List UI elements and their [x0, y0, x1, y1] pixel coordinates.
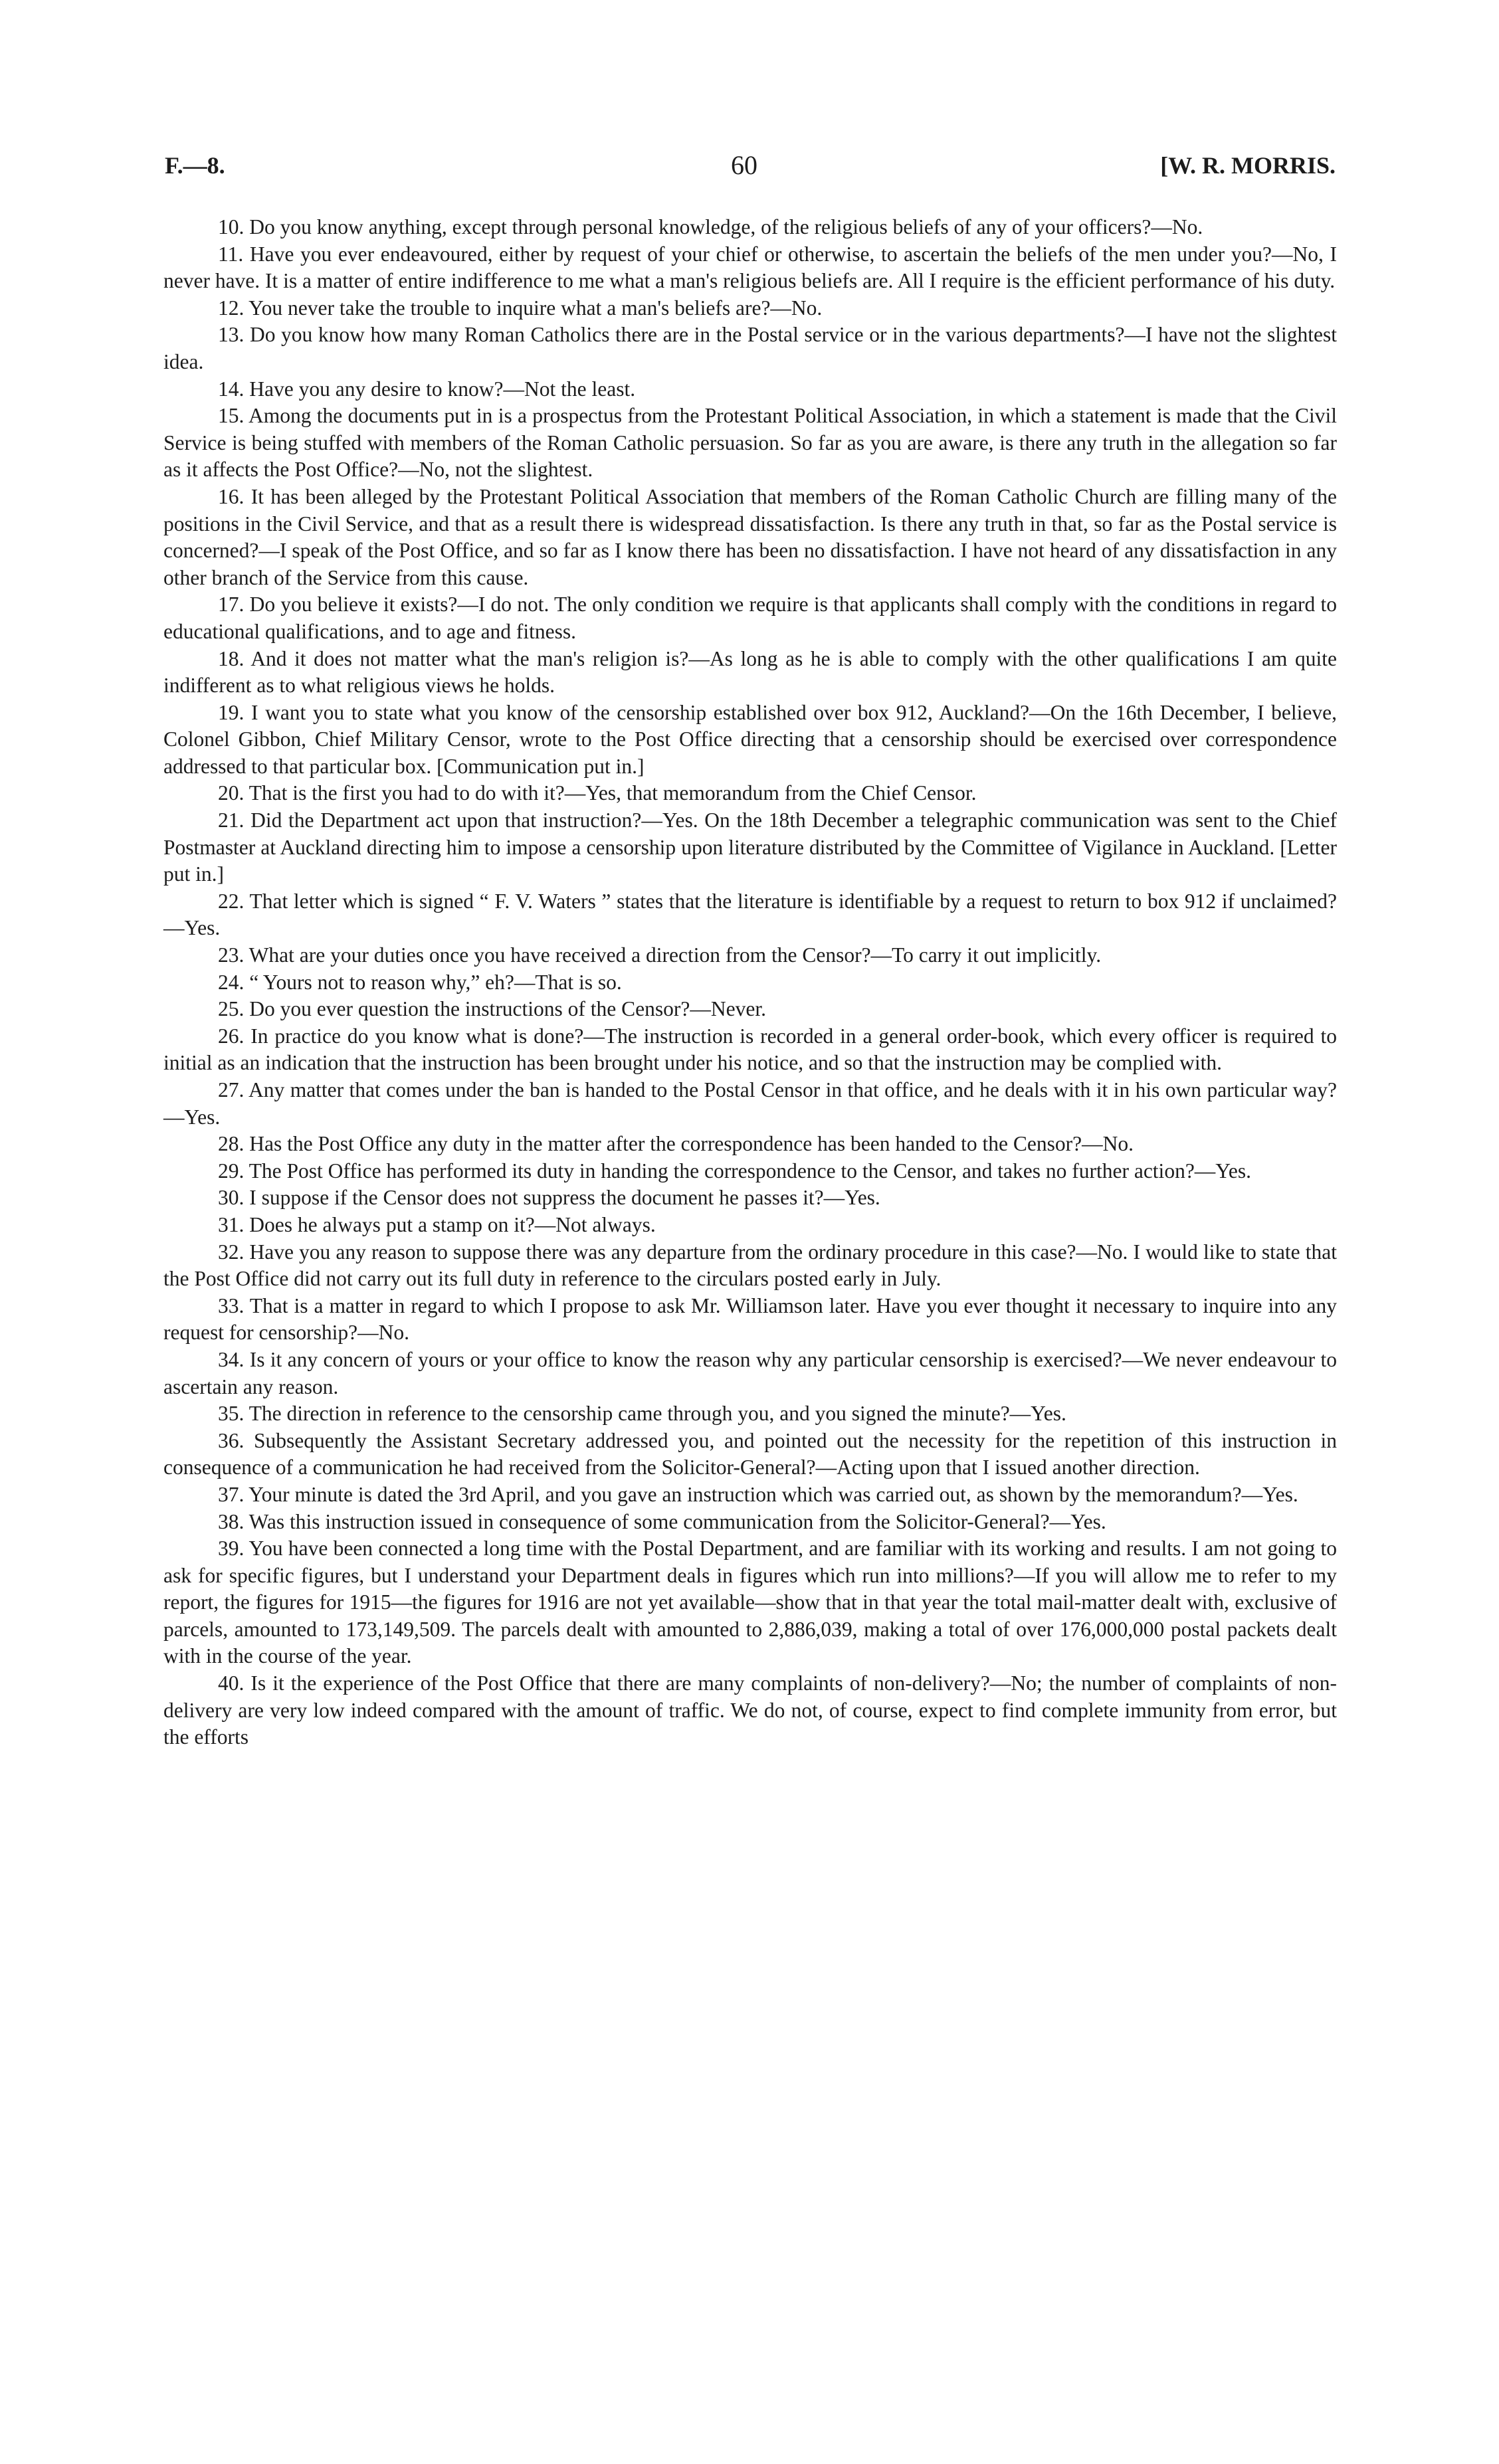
question-24: 24. “ Yours not to reason why,” eh?—That is so.	[218, 970, 622, 994]
question-39: 39. You have been connected a long time with the Postal Department, and are familiar with its working and results. I am not going to ask for specific figures, but I understand your Department deals in figures which run into millions?—If you will allow me to refer to my report, the figures for 1915—the figures for 1916 are not yet available—show that in that year the total mail-matter dealt with, exclusive of parcels, amounted to 173,149,509. The parcels dealt with amounted to 2,886,039, making a total of over 176,000,000 postal packets dealt with in the course of the year.	[163, 1537, 1337, 1668]
question-36: 36. Subsequently the Assistant Secretary addressed you, and pointed out the necessity for the repetition of this instruction in consequence of a communication he had received from the Solicitor-General?—Acting upon that I issued another direction.	[163, 1428, 1337, 1479]
question-19: 19. I want you to state what you know of the censorship established over box 912, Auckland?—On the 16th December, I believe, Colonel Gibbon, Chief Military Censor, wrote to the Post Office directing that a censorship should be exercised over correspondence addressed to that particular box. [Communication put in.]	[163, 700, 1337, 778]
question-18: 18. And it does not matter what the man's religion is?—As long as he is able to comply with the other qualifications I am quite indifferent as to what religious views he holds.	[163, 646, 1337, 698]
question-13: 13. Do you know how many Roman Catholics there are in the Postal service or in the various departments?—I have not the slightest idea.	[163, 323, 1337, 373]
question-33: 33. That is a matter in regard to which I propose to ask Mr. Williamson later. Have you ever thought it necessary to inquire into any request for censorship?—No.	[163, 1293, 1337, 1345]
question-10: 10. Do you know anything, except through personal knowledge, of the religious beliefs of any of your officers?—No.	[218, 215, 1203, 238]
question-25: 25. Do you ever question the instructions of the Censor?—Never.	[218, 997, 766, 1021]
document-reference: F.—8.	[165, 152, 225, 179]
question-22: 22. That letter which is signed “ F. V. Waters ” states that the literature is identifiable by a request to return to box 912 if unclaimed?—Yes.	[163, 889, 1337, 940]
question-28: 28. Has the Post Office any duty in the matter after the correspondence has been handed to the Censor?—No.	[218, 1132, 1134, 1156]
question-38: 38. Was this instruction issued in consequence of some communication from the Solicitor-General?—Yes.	[218, 1509, 1106, 1533]
question-31: 31. Does he always put a stamp on it?—Not always.	[218, 1212, 656, 1236]
question-14: 14. Have you any desire to know?—Not the least.	[218, 377, 636, 401]
question-12: 12. You never take the trouble to inquire what a man's beliefs are?—No.	[218, 296, 823, 320]
question-32: 32. Have you any reason to suppose there was any departure from the ordinary procedure in this case?—No. I would like to state that the Post Office did not carry out its full duty in reference to the circulars posted early in July.	[163, 1240, 1337, 1291]
question-26: 26. In practice do you know what is done?—The instruction is recorded in a general order-book, which every officer is required to initial as an indication that the instruction has been brought under his notice, and so that the instruction may be complied with.	[163, 1024, 1337, 1075]
question-17: 17. Do you believe it exists?—I do not. The only condition we require is that applicants shall comply with the conditions in regard to educational qualifications, and to age and fitness.	[163, 593, 1337, 643]
evidence-text	[163, 214, 1337, 1751]
question-11: 11. Have you ever endeavoured, either by request of your chief or otherwise, to ascertain the beliefs of the men under you?—No, I never have. It is a matter of entire indifference to me what a man's religious beliefs are. All I require is the efficient performance of his duty.	[163, 242, 1337, 293]
question-15: 15. Among the documents put in is a prospectus from the Protestant Political Association, in which a statement is made that the Civil Service is being stuffed with members of the Roman Catholic persuasion. So far as you are aware, is there any truth in the allegation so far as it affects the Post Office?—No, not the slightest.	[163, 404, 1337, 482]
page-header	[165, 147, 1336, 183]
question-16: 16. It has been alleged by the Protestant Political Association that members of the Roman Catholic Church are filling many of the positions in the Civil Service, and that as a result there is widespread dissatisfaction. Is there any truth in that, so far as the Postal service is concerned?—I speak of the Post Office, and so far as I know there has been no dissatisfaction. I have not heard of any dissatisfaction in any other branch of the Service from this cause.	[163, 484, 1337, 589]
question-35: 35. The direction in reference to the censorship came through you, and you signed the minute?—Yes.	[218, 1402, 1066, 1426]
question-40: 40. Is it the experience of the Post Office that there are many complaints of non-delivery?—No; the number of complaints of non-delivery are very low indeed compared with the amount of traffic. We do not, of course, expect to find complete immunity from error, but the efforts	[163, 1671, 1337, 1749]
question-20: 20. That is the first you had to do with it?—Yes, that memorandum from the Chief Censor.	[218, 781, 977, 805]
page-number: 60	[731, 150, 757, 180]
question-27: 27. Any matter that comes under the ban is handed to the Postal Censor in that office, and he deals with it in his own particular way?—Yes.	[163, 1078, 1337, 1129]
question-34: 34. Is it any concern of yours or your office to know the reason why any particular censorship is exercised?—We never endeavour to ascertain any reason.	[163, 1347, 1337, 1398]
question-23: 23. What are your duties once you have received a direction from the Censor?—To carry it out implicitly.	[218, 943, 1102, 967]
question-21: 21. Did the Department act upon that instruction?—Yes. On the 18th December a telegraphic communication was sent to the Chief Postmaster at Auckland directing him to impose a censorship upon literature distributed by the Committee of Vigilance in Auckland. [Letter put in.]	[163, 808, 1337, 886]
question-30: 30. I suppose if the Censor does not suppress the document he passes it?—Yes.	[218, 1186, 880, 1210]
question-37: 37. Your minute is dated the 3rd April, and you gave an instruction which was carried out, as shown by the memorandum?—Yes.	[218, 1482, 1298, 1506]
question-29: 29. The Post Office has performed its duty in handing the correspondence to the Censor, and takes no further action?—Yes.	[218, 1159, 1252, 1183]
witness-name: [W. R. MORRIS.	[1160, 152, 1336, 179]
